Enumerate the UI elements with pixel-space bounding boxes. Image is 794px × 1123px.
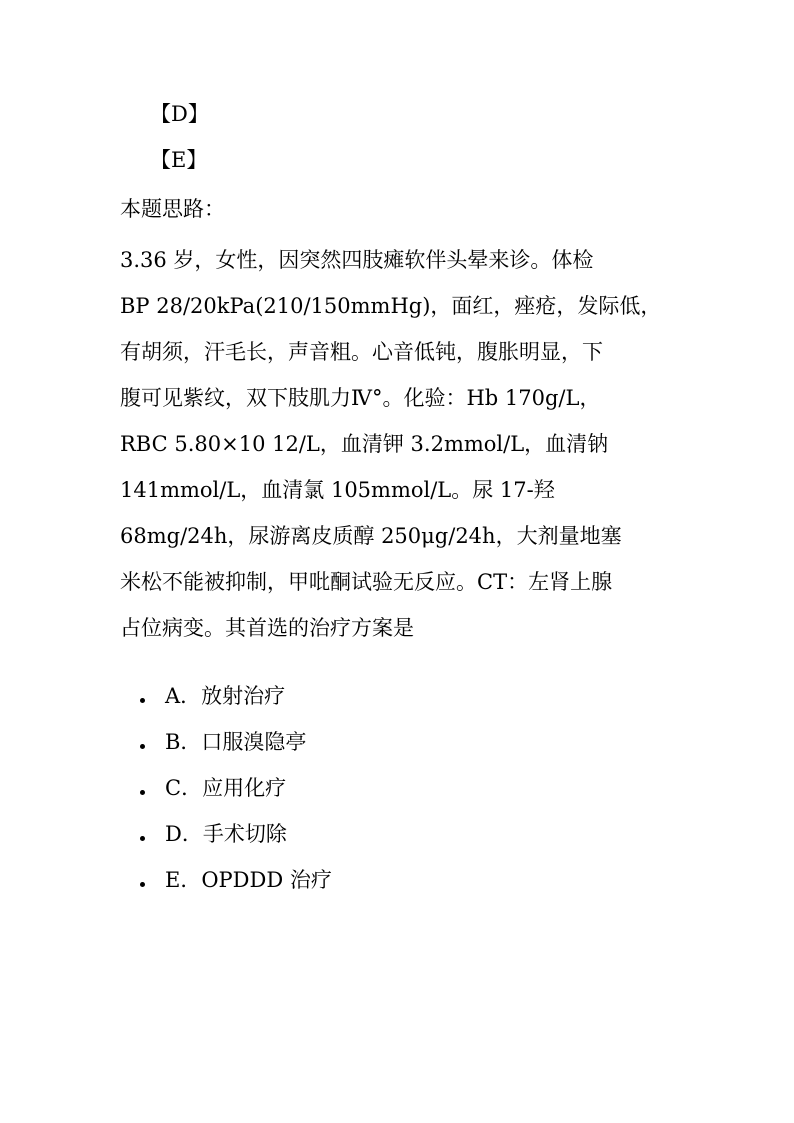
option-a <box>140 673 332 719</box>
answer-marker-d: 【D】 <box>150 102 209 126</box>
option-c <box>140 765 332 811</box>
question-line: RBC 5.80×10 12/L，血清钾 3.2mmol/L，血清钠 <box>120 432 609 456</box>
question-text <box>120 237 680 651</box>
bullet-icon <box>140 882 145 887</box>
question-line: 占位病变。其首选的治疗方案是 <box>120 616 414 640</box>
option-label: D．手术切除 <box>165 822 287 846</box>
bullet-icon <box>140 698 145 703</box>
option-label: C．应用化疗 <box>165 776 287 800</box>
bullet-icon <box>140 790 145 795</box>
bullet-icon <box>140 744 145 749</box>
option-b <box>140 719 332 765</box>
option-d <box>140 811 332 857</box>
question-line: 68mg/24h，尿游离皮质醇 250μg/24h，大剂量地塞 <box>120 524 622 548</box>
explanation-heading: 本题思路： <box>120 197 225 221</box>
question-line: 米松不能被抑制，甲吡酮试验无反应。CT：左肾上腺 <box>120 570 613 594</box>
question-line: 腹可见紫纹，双下肢肌力Ⅳ°。化验：Hb 170g/L， <box>120 386 601 410</box>
bullet-icon <box>140 836 145 841</box>
question-line: 3.36 岁，女性，因突然四肢瘫软伴头晕来诊。体检 <box>120 248 594 272</box>
option-label: A．放射治疗 <box>165 684 286 708</box>
option-label: B．口服溴隐亭 <box>165 730 307 754</box>
answer-marker-e: 【E】 <box>150 148 208 172</box>
option-e <box>140 857 332 903</box>
question-line: 141mmol/L，血清氯 105mmol/L。尿 17-羟 <box>120 478 555 502</box>
answer-options-list <box>140 673 332 903</box>
question-line: BP 28/20kPa(210/150mmHg)，面红，痤疮，发际低， <box>120 294 662 318</box>
question-line: 有胡须，汗毛长，声音粗。心音低钝，腹胀明显，下 <box>120 340 603 364</box>
option-label: E．OPDDD 治疗 <box>165 868 332 892</box>
